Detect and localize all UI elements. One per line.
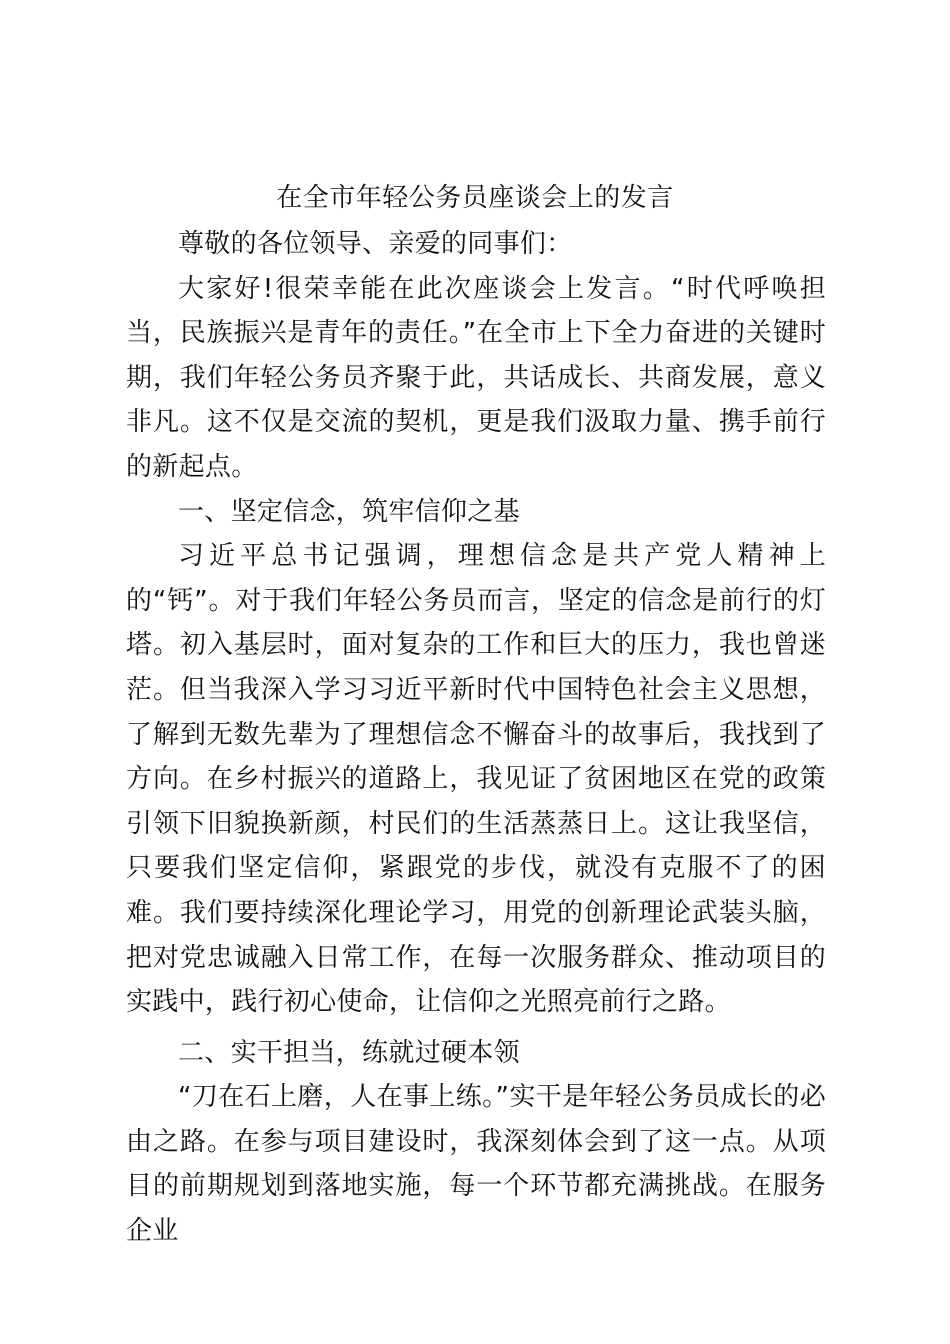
section-heading-1: 一、坚定信念，筑牢信仰之基: [178, 496, 520, 527]
salutation: 尊敬的各位领导、亲爱的同事们：: [178, 229, 573, 259]
section-heading-2: 二、实干担当，练就过硬本领: [178, 1037, 520, 1068]
section-2-paragraph: “刀在石上磨，人在事上练。”实干是年轻公务员成长的必由之路。在参与项目建设时，我深刻体会到了这一点。从项目的前期规划到落地实施，每一个环节都充满挑战。在服务企业: [126, 1082, 826, 1247]
document-body: [126, 222, 826, 1254]
document-title: 在全市年轻公务员座谈会上的发言: [276, 183, 674, 213]
section-1-paragraph: 习近平总书记强调，理想信念是共产党人精神上的“钙”。对于我们年轻公务员而言，坚定的信念是前行的灯塔。初入基层时，面对复杂的工作和巨大的压力，我也曾迷茫。但当我深入学习习近平新时代中国特色社会主义思想，了解到无数先辈为了理想信念不懈奋斗的故事后，我找到了方向。在乡村振兴的道路上，我见证了贫困地区在党的政策引领下旧貌换新颜，村民们的生活蒸蒸日上。这让我坚信，只要我们坚定信仰，紧跟党的步伐，就没有克服不了的困难。我们要持续深化理论学习，用党的创新理论武装头脑，把对党忠诚融入日常工作，在每一次服务群众、推动项目的实践中，践行初心使命，让信仰之光照亮前行之路。: [126, 541, 826, 1018]
intro-paragraph: 大家好!很荣幸能在此次座谈会上发言。“时代呼唤担当，民族振兴是青年的责任。”在全市上下全力奋进的关键时期，我们年轻公务员齐聚于此，共话成长、共商发展，意义非凡。这不仅是交流的契机，更是我们汲取力量、携手前行的新起点。: [126, 273, 826, 482]
